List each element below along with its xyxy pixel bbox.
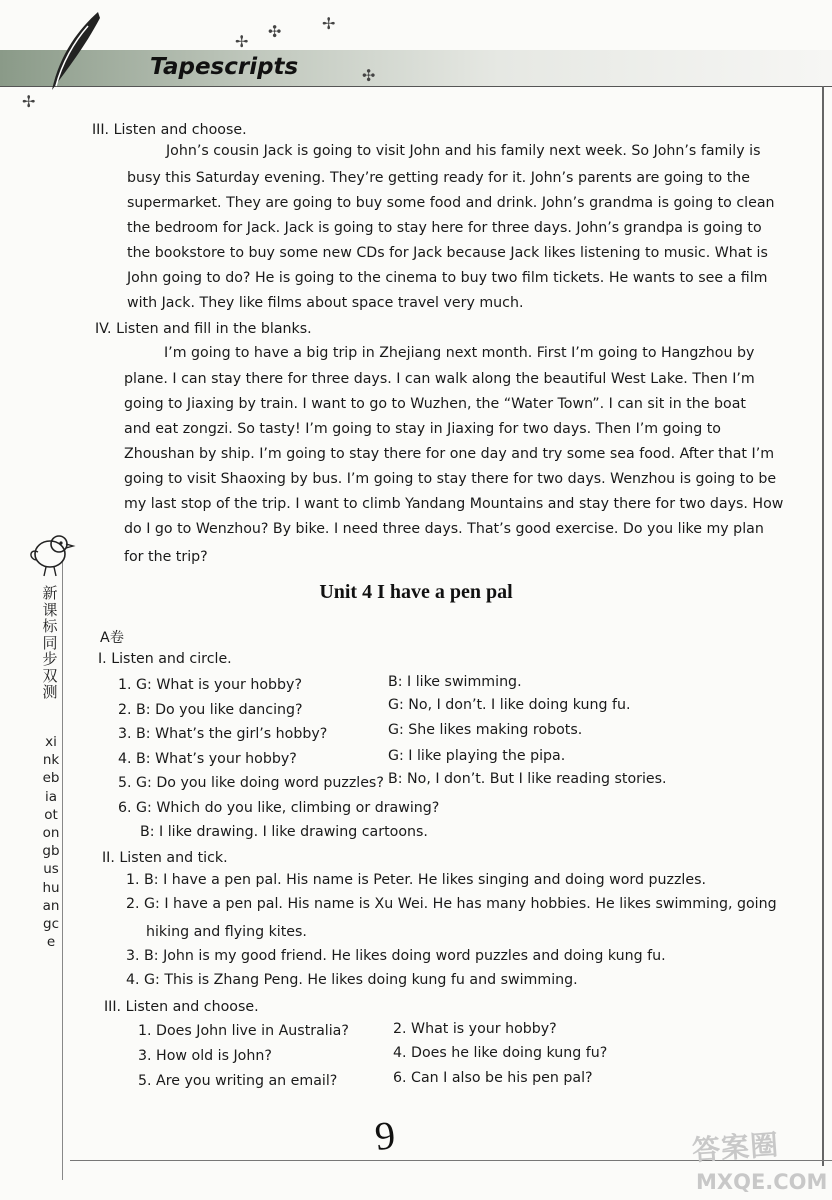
feather-icon bbox=[40, 8, 110, 98]
side-title-chinese: 新课标同步双测 bbox=[42, 584, 58, 701]
dialog-answer: B: No, I don’t. But I like reading stories. bbox=[388, 771, 667, 787]
text-line: going to Jiaxing by train. I want to go to Wuzhen, the “Water Town”. I can sit in the boat bbox=[124, 396, 746, 412]
text-line: and eat zongzi. So tasty! I’m going to stay in Jiaxing for two days. Then I’m going to bbox=[124, 421, 721, 437]
text-line: John’s cousin Jack is going to visit John and his family next week. So John’s family is bbox=[166, 143, 761, 159]
watermark: 答案圈 bbox=[691, 1128, 781, 1167]
section-heading: IV. Listen and fill in the blanks. bbox=[95, 321, 312, 337]
text-line: 3. B: John is my good friend. He likes doing word puzzles and doing kung fu. bbox=[126, 948, 666, 964]
text-line: with Jack. They like films about space travel very much. bbox=[127, 295, 524, 311]
page-number: 9 bbox=[372, 1112, 398, 1159]
dialog-answer: G: No, I don’t. I like doing kung fu. bbox=[388, 697, 631, 713]
bird-icon bbox=[26, 524, 76, 579]
choice-item: 2. What is your hobby? bbox=[393, 1021, 557, 1037]
text-line: John going to do? He is going to the cinema to buy two film tickets. He wants to see a film bbox=[127, 270, 768, 286]
text-line: 4. G: This is Zhang Peng. He likes doing kung fu and swimming. bbox=[126, 972, 578, 988]
sparkle-icon: ✣ bbox=[362, 66, 376, 85]
sparkle-icon: ✣ bbox=[268, 22, 282, 41]
text-line: going to visit Shaoxing by bus. I’m going to stay there for two days. Wenzhou is going to be bbox=[124, 471, 777, 487]
text-line: 1. B: I have a pen pal. His name is Peter. He likes singing and doing word puzzles. bbox=[126, 872, 706, 888]
section-heading: II. Listen and tick. bbox=[102, 850, 228, 866]
side-border bbox=[62, 560, 63, 1180]
sparkle-icon: ✢ bbox=[22, 92, 36, 111]
dialog-question: B: I like drawing. I like drawing cartoons. bbox=[140, 824, 428, 840]
dialog-question: 4. B: What’s your hobby? bbox=[118, 751, 297, 767]
text-line: I’m going to have a big trip in Zhejiang next month. First I’m going to Hangzhou by bbox=[164, 345, 755, 361]
dialog-answer: B: I like swimming. bbox=[388, 674, 522, 690]
text-line: busy this Saturday evening. They’re getting ready for it. John’s parents are going to the bbox=[127, 170, 750, 186]
dialog-answer: G: I like playing the pipa. bbox=[388, 748, 566, 764]
section-heading: III. Listen and choose. bbox=[104, 999, 259, 1015]
text-line: do I go to Wenzhou? By bike. I need three days. That’s good exercise. Do you like my plan bbox=[124, 521, 764, 537]
choice-item: 4. Does he like doing kung fu? bbox=[393, 1045, 608, 1061]
sparkle-icon: ✢ bbox=[235, 32, 249, 51]
section-heading: I. Listen and circle. bbox=[98, 651, 232, 667]
dialog-answer: G: She likes making robots. bbox=[388, 722, 583, 738]
side-title-pinyin: xinkebiaotongbushuangce bbox=[42, 734, 60, 951]
dialog-question: 5. G: Do you like doing word puzzles? bbox=[118, 775, 384, 791]
watermark-url: MXQE.COM bbox=[696, 1170, 828, 1194]
sparkle-icon: ✢ bbox=[322, 14, 336, 33]
choice-item: 5. Are you writing an email? bbox=[138, 1073, 338, 1089]
choice-item: 6. Can I also be his pen pal? bbox=[393, 1070, 593, 1086]
text-line: Zhoushan by ship. I’m going to stay there for one day and try some sea food. After that I’m bbox=[124, 446, 775, 462]
header-band bbox=[0, 50, 832, 87]
text-line: hiking and flying kites. bbox=[146, 924, 307, 940]
dialog-question: 1. G: What is your hobby? bbox=[118, 677, 302, 693]
dialog-question: 3. B: What’s the girl’s hobby? bbox=[118, 726, 328, 742]
text-line: 2. G: I have a pen pal. His name is Xu Wei. He has many hobbies. He likes swimming, going bbox=[126, 896, 777, 912]
choice-item: 1. Does John live in Australia? bbox=[138, 1023, 349, 1039]
dialog-question: 6. G: Which do you like, climbing or drawing? bbox=[118, 800, 440, 816]
text-line: supermarket. They are going to buy some food and drink. John’s grandma is going to clean bbox=[127, 195, 775, 211]
text-line: the bookstore to buy some new CDs for Jack because Jack likes listening to music. What is bbox=[127, 245, 768, 261]
choice-item: 3. How old is John? bbox=[138, 1048, 272, 1064]
text-line: my last stop of the trip. I want to climb Yandang Mountains and stay there for two days. How bbox=[124, 496, 784, 512]
text-line: for the trip? bbox=[124, 549, 208, 565]
dialog-question: 2. B: Do you like dancing? bbox=[118, 702, 303, 718]
text-line: the bedroom for Jack. Jack is going to stay here for three days. John’s grandpa is going to bbox=[127, 220, 762, 236]
unit-title: Unit 4 I have a pen pal bbox=[319, 581, 513, 603]
section-heading: III. Listen and choose. bbox=[92, 122, 247, 138]
text-line: plane. I can stay there for three days. I can walk along the beautiful West Lake. Then I’m bbox=[124, 371, 755, 387]
page-header-title: Tapescripts bbox=[150, 54, 299, 80]
paper-label: A卷 bbox=[100, 630, 124, 646]
right-border bbox=[822, 86, 824, 1166]
